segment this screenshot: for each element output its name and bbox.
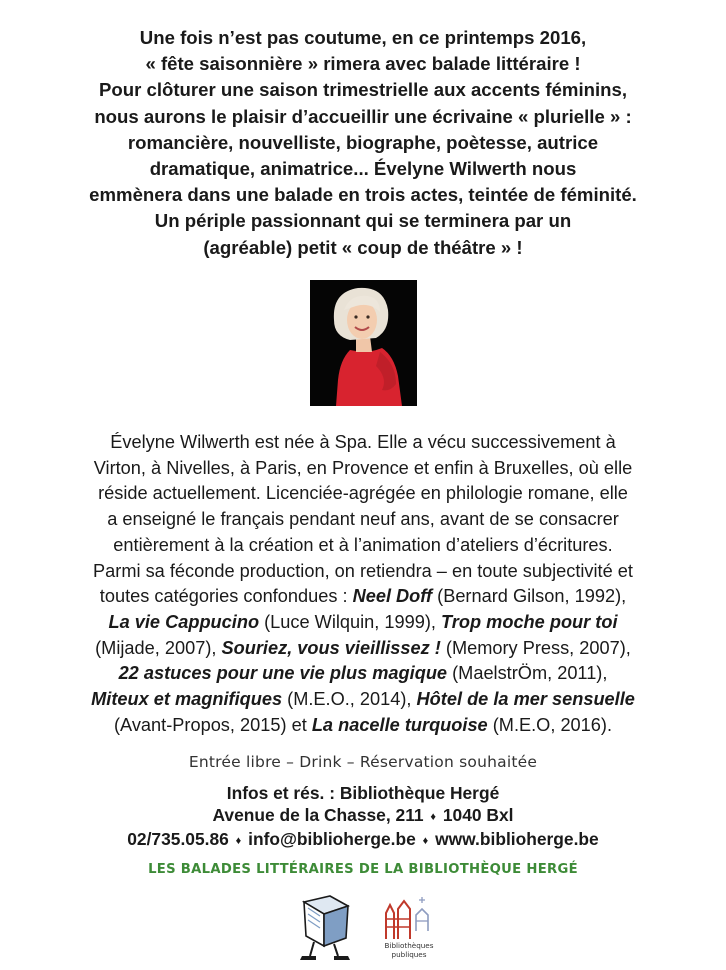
bio-line: a enseigné le français pendant neuf ans, avant de se consacrer	[107, 509, 619, 530]
bio-line	[24, 713, 702, 739]
book-info: (Memory Press, 2007),	[440, 637, 631, 658]
bio-text: toutes catégories confondues :	[99, 586, 353, 607]
intro-line: Pour clôturer une saison trimestrielle aux accents féminins,	[98, 79, 628, 101]
address-street: Avenue de la Chasse, 211	[212, 804, 424, 825]
book-info: (Luce Wilquin, 1999),	[259, 611, 442, 632]
book-info: (Avant-Propos, 2015) et	[113, 714, 312, 735]
intro-line: dramatique, animatrice... Évelyne Wilwerth nous	[149, 158, 577, 180]
book-title: 22 astuces pour une vie plus magique	[118, 663, 448, 684]
book-logo-graphic	[294, 892, 358, 964]
book-info: (M.E.O, 2016).	[487, 714, 613, 735]
intro-line: nous aurons le plaisir d’accueillir une écrivaine « plurielle » :	[94, 105, 632, 127]
entry-info: Entrée libre – Drink – Réservation souhaitée	[188, 753, 538, 771]
bio-line	[24, 687, 702, 713]
website-link[interactable]: www.biblioherge.be	[435, 829, 599, 849]
bio-line	[24, 610, 702, 636]
intro-line: emmènera dans une balade en trois actes, teintée de féminité.	[89, 184, 637, 206]
book-info: (MaelstrÖm, 2011),	[447, 663, 608, 684]
bio-line: Virton, à Nivelles, à Paris, en Provence et enfin à Bruxelles, où elle	[93, 457, 633, 478]
intro-line: romancière, nouvelliste, biographe, poètesse, autrice	[127, 131, 599, 153]
bio-line	[24, 661, 702, 687]
bio-line: réside actuellement. Licenciée-agrégée en philologie romane, elle	[98, 483, 628, 504]
address-city: 1040 Bxl	[442, 804, 514, 825]
biblio-logo-text	[372, 942, 446, 959]
series-title: LES BALADES LITTÉRAIRES DE LA BIBLIOTHÈQUE HERGÉ	[148, 862, 578, 877]
diamond-separator-icon: ♦	[235, 835, 242, 847]
book-character-icon	[294, 892, 358, 964]
book-info: (M.E.O., 2014),	[282, 689, 417, 710]
bio-line: Évelyne Wilwerth est née à Spa. Elle a vécu successivement à	[110, 432, 616, 452]
book-info: (Mijade, 2007),	[95, 637, 222, 658]
contact-links	[0, 829, 726, 854]
book-title: Miteux et magnifiques	[91, 689, 283, 710]
intro-line: (agréable) petit « coup de théâtre » !	[203, 236, 523, 258]
intro-line: « fête saisonnière » rimera avec balade littéraire !	[145, 53, 581, 75]
contact-library: Infos et rés. : Bibliothèque Hergé	[226, 783, 500, 803]
book-title: Trop moche pour toi	[441, 611, 618, 632]
bio-line	[24, 636, 702, 662]
intro-text	[20, 25, 706, 261]
diamond-separator-icon: ♦	[430, 810, 437, 823]
phone-number: 02/735.05.86	[127, 829, 229, 849]
email-link[interactable]: info@biblioherge.be	[248, 829, 416, 849]
diamond-separator-icon: ♦	[422, 835, 429, 847]
biblio-logo-line: Bibliothèques	[384, 941, 434, 950]
book-title: Hôtel de la mer sensuelle	[416, 689, 635, 710]
book-title: La nacelle turquoise	[311, 714, 488, 735]
bio-line	[24, 584, 702, 610]
bio-line: Parmi sa féconde production, on retiendra – en toute subjectivité et	[93, 560, 633, 581]
book-title: La vie Cappucino	[108, 611, 260, 632]
biblio-logo-graphic	[378, 895, 440, 943]
book-info: (Bernard Gilson, 1992),	[432, 586, 627, 607]
contact-info	[0, 783, 726, 854]
author-biography	[24, 430, 702, 738]
biblio-logo-line: publiques	[391, 949, 427, 959]
book-title: Souriez, vous vieillissez !	[221, 637, 441, 658]
contact-address	[0, 805, 726, 830]
book-title: Neel Doff	[352, 586, 433, 607]
author-photo	[310, 280, 417, 406]
intro-line: Une fois n’est pas coutume, en ce printemps 2016,	[139, 27, 587, 48]
bio-line: entièrement à la création et à l’animation d’ateliers d’écritures.	[113, 534, 613, 555]
intro-line: Un périple passionnant qui se terminera par un	[154, 210, 572, 232]
author-portrait-icon	[310, 280, 417, 406]
